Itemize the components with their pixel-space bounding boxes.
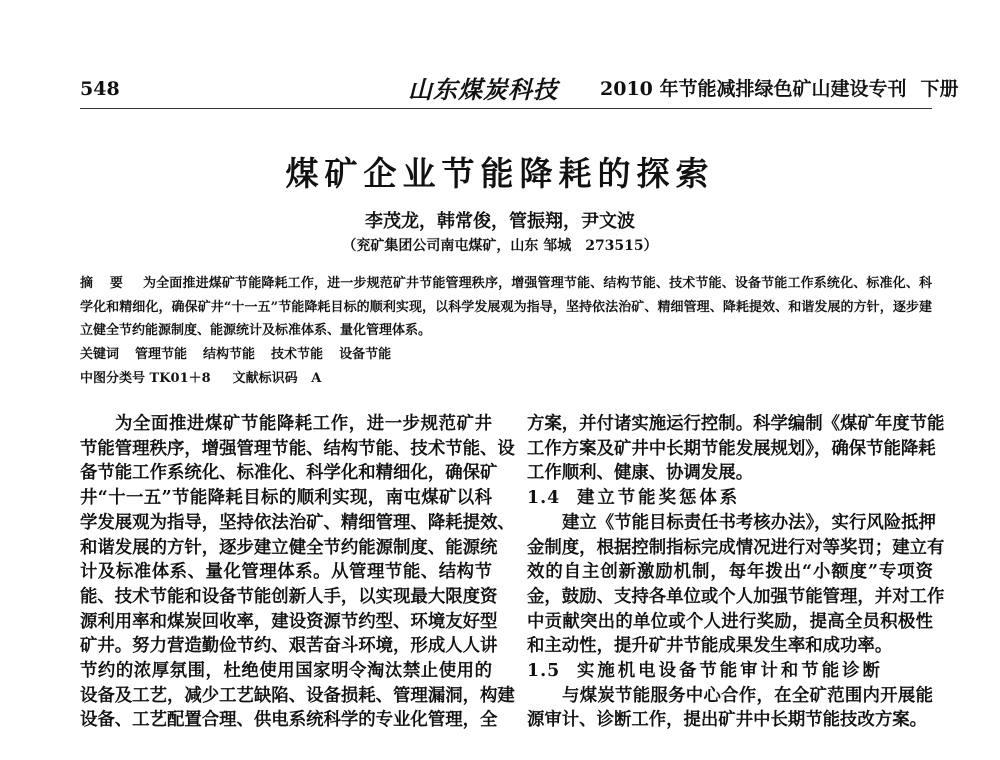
- abstract-label: 摘 要: [80, 276, 129, 291]
- class-label: 中图分类号: [80, 371, 146, 386]
- body-line: 源利用率和煤炭回收率，建设资源节约型、环境友好型: [80, 611, 498, 632]
- keyword: 结构节能: [203, 347, 256, 362]
- authors: 李茂龙，韩常俊，管振翔，尹文波: [365, 211, 635, 232]
- doc-code: A: [311, 371, 322, 386]
- keyword: 管理节能: [135, 347, 188, 362]
- right-column: [527, 412, 945, 733]
- doc-code-label: 文献标识码: [232, 371, 298, 386]
- article-title: 煤矿企业节能降耗的探索: [285, 154, 715, 193]
- keywords: [80, 343, 932, 367]
- section-number: 1.5: [527, 661, 561, 682]
- body-line: 与煤炭节能服务中心合作，在全矿范围内开展能: [562, 685, 933, 706]
- section-number: 1.4: [527, 488, 561, 509]
- body-line: 建立《节能目标责任书考核办法》，实行风险抵押: [562, 512, 936, 533]
- volume: 下册: [920, 78, 959, 100]
- keyword: 设备节能: [339, 347, 392, 362]
- section-title: 实施机电设备节能审计和节能诊断: [577, 661, 883, 682]
- body-line: 和主动性，提升矿井节能成果发生率和成功率。: [527, 636, 893, 657]
- body-line: 节约的浓厚氛围，杜绝使用国家明令淘汰禁止使用的: [80, 661, 492, 682]
- body-line: 矿井。努力营造勤俭节约、艰苦奋斗环境，形成人人讲: [80, 636, 498, 657]
- classification: [80, 367, 932, 391]
- section-heading-1-4: [527, 486, 933, 511]
- body-line: 工作方案及矿井中长期节能发展规划》，确保节能降耗: [527, 438, 936, 459]
- section-title: 建立节能奖惩体系: [577, 488, 741, 509]
- body-line: 源审计、诊断工作，提出矿井中长期节能技改方案。: [527, 710, 927, 731]
- body-line: 学发展观为指导，坚持依法治矿、精细管理、降耗提效、: [80, 512, 515, 533]
- body-line: 金，鼓励、支持各单位或个人加强节能管理，并对工作: [527, 586, 945, 607]
- journal-logo: 山东煤炭科技: [408, 75, 558, 104]
- keyword: 技术节能: [271, 347, 324, 362]
- journal-issue-title: [600, 74, 959, 101]
- body-line: 井“十一五”节能降耗目标的顺利实现，南屯煤矿以科: [80, 488, 492, 509]
- body-line: 中贡献突出的单位或个人进行奖励，提高全员积极性: [527, 611, 933, 632]
- doc-code-info: [233, 371, 322, 386]
- body-line: 设备、工艺配置合理、供电系统科学的专业化管理，全: [80, 710, 498, 731]
- left-column: [80, 412, 515, 733]
- affiliation: （兖矿集团公司南屯煤矿，山东 邹城 273515）: [342, 238, 658, 254]
- abstract-text: 为全面推进煤矿节能降耗工作，进一步规范矿井节能管理秩序，增强管理节能、结构节能、技术节能、设备节能工作系统化、标准化、科学化和精细化，确保矿井“十一五”节能降耗目标的顺利实现，以科学发展观为指导，坚持依法治矿、精细管理、降耗提效、和谐发展的方针，逐步建立健全节约能源制度、能源统计及标准体系、量化管理体系。: [80, 276, 932, 338]
- keywords-label: 关键词: [80, 347, 120, 362]
- body-line: 和谐发展的方针，逐步建立健全节约能源制度、能源统: [80, 537, 498, 558]
- body-line: 能、技术节能和设备节能创新人手，以实现最大限度资: [80, 586, 498, 607]
- page-number: 548: [80, 78, 120, 100]
- class-info: [80, 371, 211, 386]
- body-line: 工作顺利、健康、协调发展。: [527, 463, 754, 484]
- body-line: 为全面推进煤矿节能降耗工作，进一步规范矿井: [115, 414, 492, 434]
- body-line: 金制度，根据控制指标完成情况进行对等奖罚；建立有: [527, 537, 945, 558]
- body-line: 节能管理秩序，增强管理节能、结构节能、技术节能、设: [80, 438, 515, 459]
- body-line: 设备及工艺，减少工艺缺陷、设备损耗、管理漏洞，构建: [80, 685, 515, 706]
- body-line: 备节能工作系统化、标准化、科学化和精细化，确保矿: [80, 463, 498, 484]
- section-heading-1-5: [527, 659, 933, 684]
- abstract: [80, 272, 932, 343]
- body-line: 效的自主创新激励机制，每年拨出“小额度”专项资: [527, 562, 933, 583]
- issue-name: 2010 年节能减排绿色矿山建设专刊: [600, 78, 907, 100]
- body-line: 计及标准体系、量化管理体系。从管理节能、结构节: [80, 562, 492, 583]
- header-rule: [80, 108, 932, 109]
- class-number: TK01＋8: [149, 371, 211, 386]
- body-line: 方案，并付诸实施运行控制。科学编制《煤矿年度节能: [527, 414, 945, 434]
